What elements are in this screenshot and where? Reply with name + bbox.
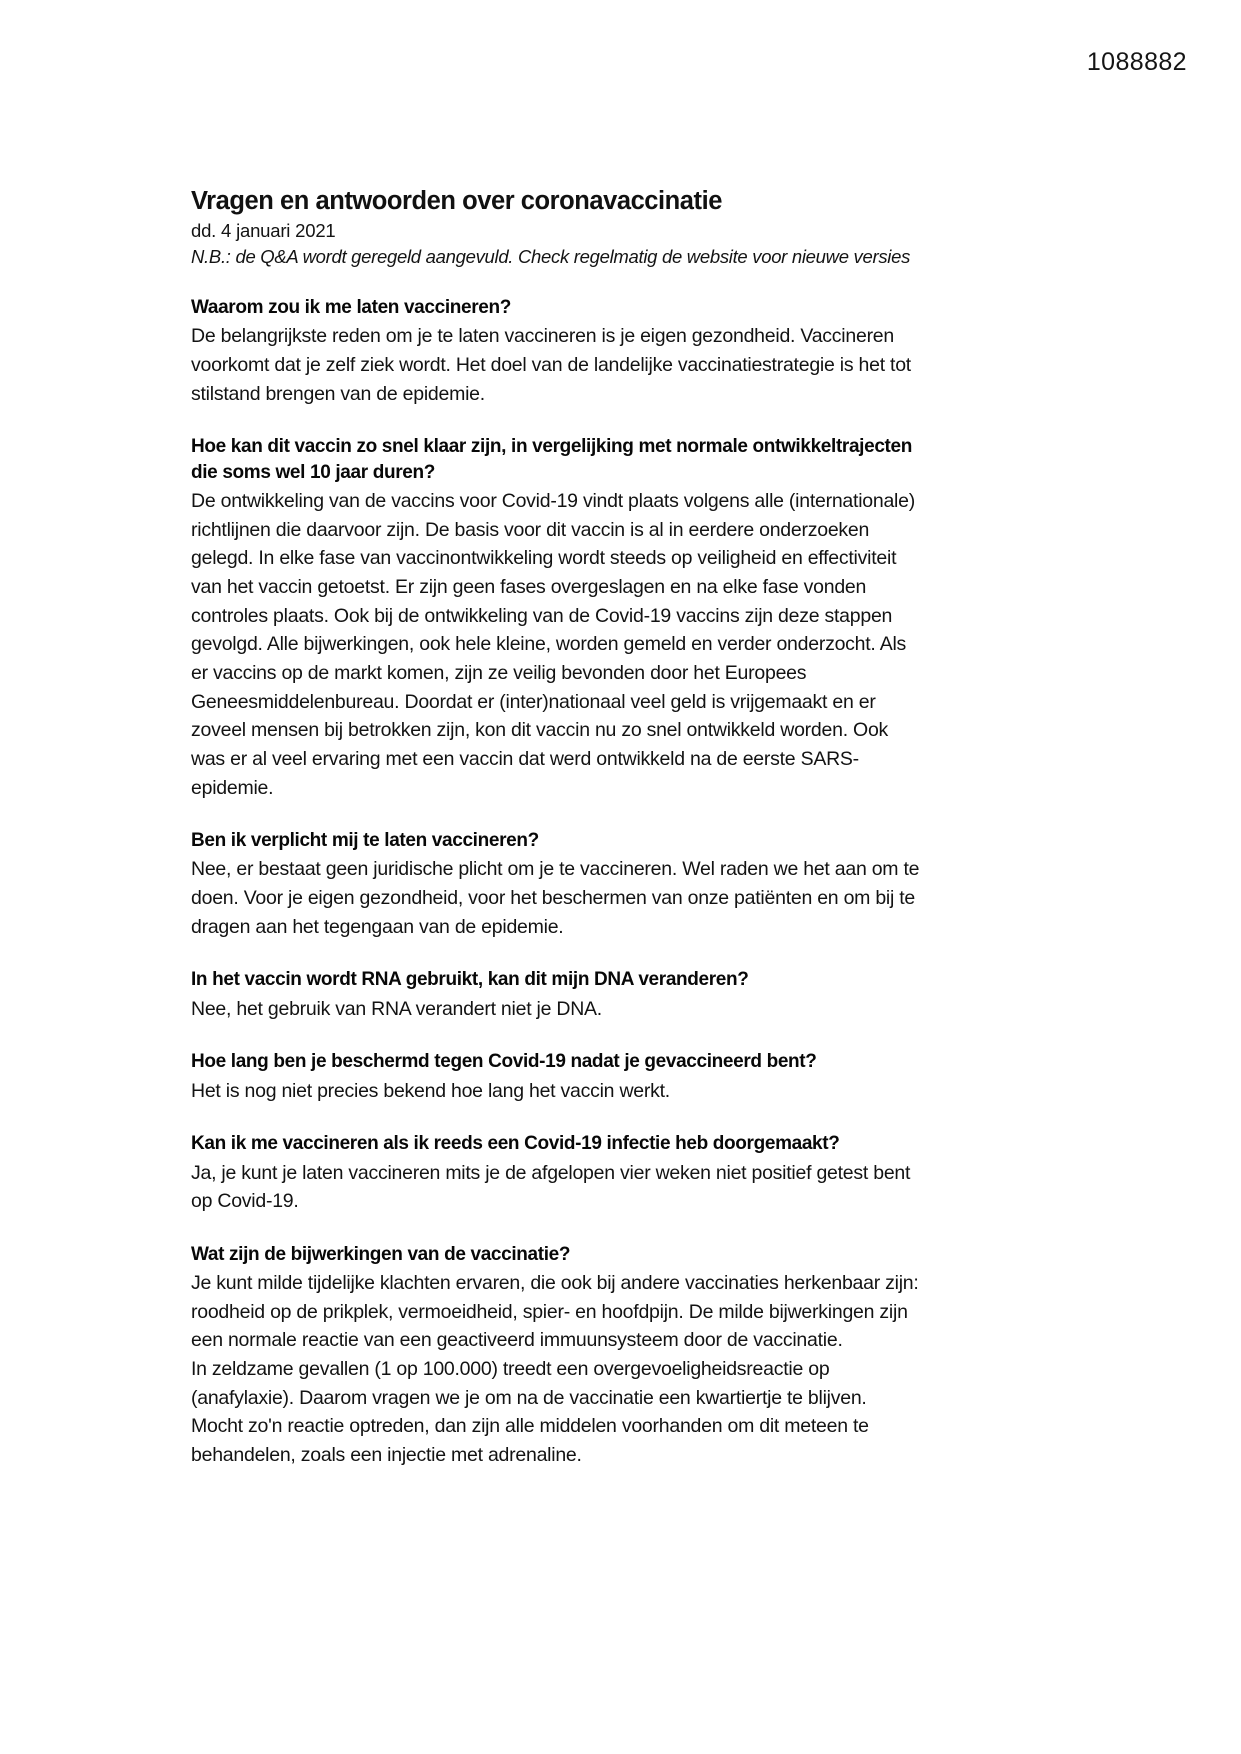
document-note: N.B.: de Q&A wordt geregeld aangevuld. Check regelmatig de website voor nieuwe versies	[191, 246, 911, 268]
qa-block	[191, 828, 921, 941]
qa-answer: Ja, je kunt je laten vaccineren mits je de afgelopen vier weken niet positief getest bent op Covid-19.	[191, 1161, 911, 1213]
page-title: Vragen en antwoorden over coronavaccinatie	[191, 187, 722, 215]
qa-question: Hoe lang ben je beschermd tegen Covid-19 nadat je gevaccineerd bent?	[191, 1051, 817, 1073]
qa-block	[191, 434, 921, 802]
document-id-number: 1088882	[1086, 48, 1187, 76]
qa-answer: Je kunt milde tijdelijke klachten ervaren, die ook bij andere vaccinaties herkenbaar zijn: roodheid op de prikplek, vermoeidheid, spier- en hoofdpijn. De milde bijwerkingen zijn een normale reactie van een geactiveerd immuunsysteem door de vaccinatie.	[191, 1272, 919, 1352]
qa-block	[191, 1242, 921, 1470]
qa-block	[191, 295, 921, 408]
document-date: dd. 4 januari 2021	[191, 220, 336, 242]
qa-question: Wat zijn de bijwerkingen van de vaccinatie?	[191, 1243, 571, 1265]
qa-question: Ben ik verplicht mij te laten vaccineren?	[191, 830, 539, 852]
qa-answer: De ontwikkeling van de vaccins voor Covid-19 vindt plaats volgens alle (internationale) richtlijnen die daarvoor zijn. De basis voor dit vaccin is al in eerdere onderzoeken gelegd. In elke fase van vaccinontwikkeling wordt steeds op veiligheid en effectiviteit van het vaccin getoetst. Er zijn geen fases overgeslagen en na elke fase vonden controles plaats. Ook bij de ontwikkeling van de Covid-19 vaccins zijn deze stappen gevolgd. Alle bijwerkingen, ook hele kleine, worden gemeld en verder onderzocht. Als er vaccins op de markt komen, zijn ze veilig bevonden door het Europees Geneesmiddelenbureau. Doordat er (inter)nationaal veel geld is vrijgemaakt en er zoveel mensen bij betrokken zijn, kon dit vaccin nu zo snel ontwikkeld worden. Ook was er al veel ervaring met een vaccin dat werd ontwikkeld na de eerste SARS-epidemie.	[191, 489, 915, 799]
qa-block	[191, 967, 921, 1023]
qa-block	[191, 1049, 921, 1105]
qa-question: Hoe kan dit vaccin zo snel klaar zijn, in vergelijking met normale ontwikkeltrajecten die soms wel 10 jaar duren?	[191, 436, 912, 483]
qa-answer: In zeldzame gevallen (1 op 100.000) treedt een overgevoeligheidsreactie op (anafylaxie). Daarom vragen we je om na de vaccinatie een kwartiertje te blijven. Mocht zo'n reactie optreden, dan zijn alle middelen voorhanden om dit meteen te behandelen, zoals een injectie met adrenaline.	[191, 1358, 869, 1467]
qa-answer: Het is nog niet precies bekend hoe lang het vaccin werkt.	[191, 1079, 670, 1102]
qa-question: Kan ik me vaccineren als ik reeds een Covid-19 infectie heb doorgemaakt?	[191, 1133, 840, 1155]
qa-answer: De belangrijkste reden om je te laten vaccineren is je eigen gezondheid. Vaccineren voorkomt dat je zelf ziek wordt. Het doel van de landelijke vaccinatiestrategie is het tot stilstand brengen van de epidemie.	[191, 325, 911, 405]
qa-answer: Nee, er bestaat geen juridische plicht om je te vaccineren. Wel raden we het aan om te doen. Voor je eigen gezondheid, voor het beschermen van onze patiënten en om bij te dragen aan het tegengaan van de epidemie.	[191, 858, 920, 938]
qa-question: In het vaccin wordt RNA gebruikt, kan dit mijn DNA veranderen?	[191, 969, 749, 991]
document-body	[191, 186, 921, 1470]
qa-block	[191, 1131, 921, 1216]
qa-section-list	[191, 295, 921, 1470]
qa-answer: Nee, het gebruik van RNA verandert niet je DNA.	[191, 997, 602, 1020]
qa-question: Waarom zou ik me laten vaccineren?	[191, 297, 512, 319]
